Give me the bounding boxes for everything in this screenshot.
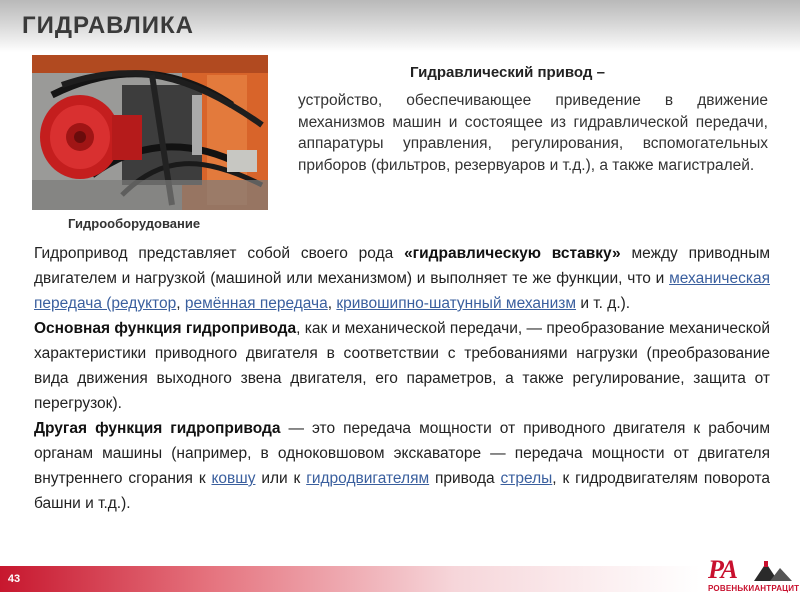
p1-sep1: , (176, 295, 185, 312)
p3-bold: Другая функция гидропривода (34, 420, 281, 437)
definition-term: Гидравлический привод – (410, 64, 605, 81)
logo-mark-text: РА (708, 555, 737, 584)
p1-lead: Гидропривод представляет собой своего рода (34, 245, 405, 262)
p1-bold: «гидравлическую вставку» (404, 245, 621, 262)
company-logo (706, 555, 800, 597)
link-hydraulic-motors[interactable]: гидродвигателям (306, 470, 430, 487)
logo-company-name: РОВЕНЬКИАНТРАЦИТ (708, 584, 800, 593)
p3-text2: или к (255, 470, 307, 487)
link-boom[interactable]: стрелы (500, 470, 553, 487)
p3-text3: привода (429, 470, 501, 487)
link-crank-mechanism[interactable]: кривошипно-шатунный механизм (336, 295, 577, 312)
p1-mid: между приводным двигателем и нагрузкой (машиной или механизмом) и выполняет те же функции, что и (34, 245, 771, 287)
slide-title: ГИДРАВЛИКА (22, 12, 194, 39)
p2-bold: Основная функция гидропривода (34, 320, 297, 337)
link-mechanical-transmission[interactable]: механическая передача ( (34, 270, 770, 312)
link-belt-drive[interactable]: ремённая передача (184, 295, 328, 312)
p3-text1: — это передача мощности от приводного двигателя к рабочим органам машины (например, в одноковшовом экскаваторе — передача мощности от двигателя внутреннего сгорания к (34, 420, 770, 487)
p3-text4: , к гидродвигателям поворота башни и т.д.). (34, 470, 771, 512)
definition-text: устройство, обеспечивающее приведение в движение механизмов машин и состоящее из гидравлической передачи, аппаратуры управления, регулирования, вспомогательных приборов (фильтров, резервуаров и т.д.), а также магистралей. (298, 92, 768, 174)
mine-tower-icon (752, 559, 794, 581)
p1-sep2: , (327, 295, 337, 312)
link-bucket[interactable]: ковшу (211, 470, 256, 487)
hydraulic-equipment-photo (32, 55, 268, 210)
paragraph-other-function (34, 416, 770, 516)
paragraph-hydraulic-insert (34, 241, 770, 316)
page-number: 43 (7, 573, 21, 585)
main-text (34, 241, 770, 516)
link-reducer[interactable]: редуктор (111, 295, 177, 312)
photo-caption: Гидрооборудование (68, 216, 201, 231)
p1-tail: и т. д.). (576, 295, 631, 312)
footer-bar (0, 566, 700, 592)
paragraph-main-function (34, 316, 770, 416)
p2-text: , как и механической передачи, — преобразование механической характеристики приводного двигателя в соответствии с требованиями нагрузки (преобразование вида движения выходного звена двигателя, его параметров, а также регулирование, защита от перегрузок). (34, 320, 770, 412)
